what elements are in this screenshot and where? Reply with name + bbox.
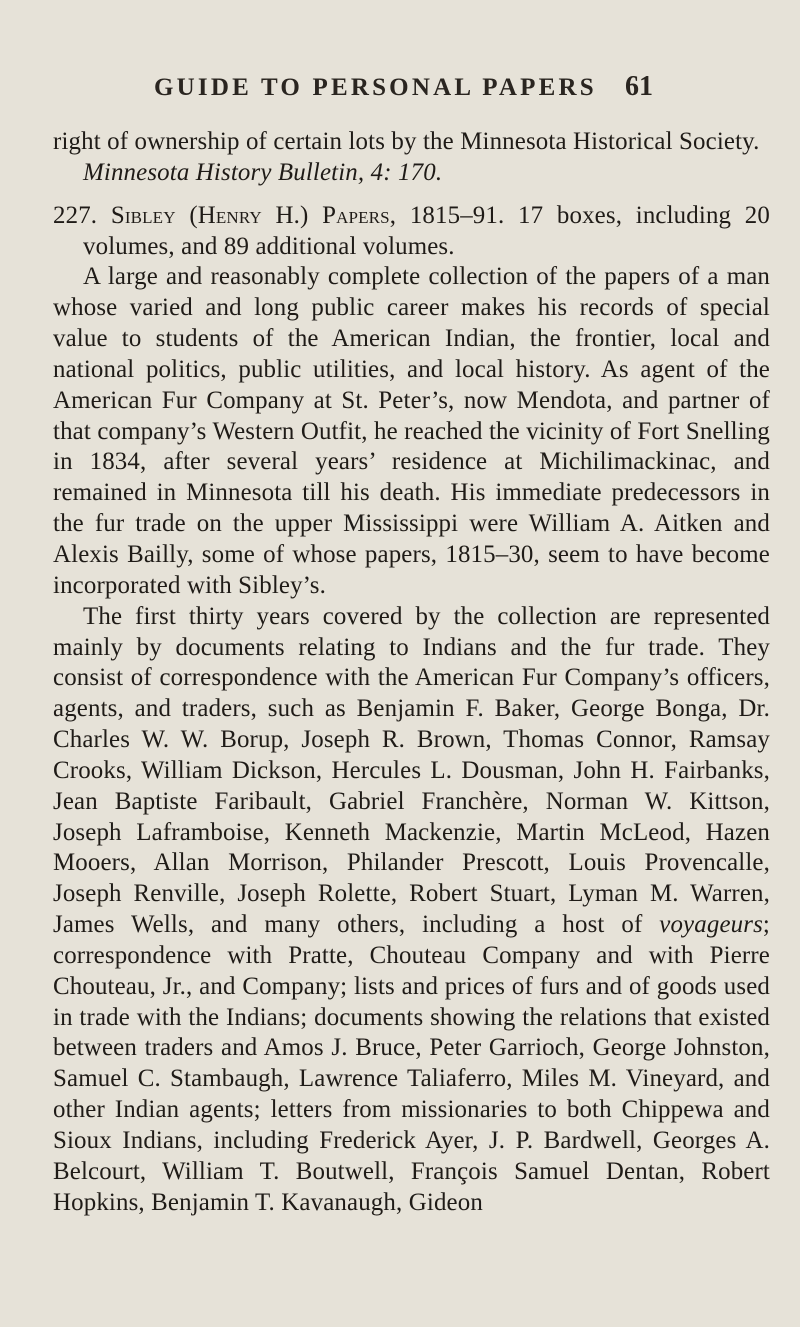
paragraph-2-italic-term: voyageurs — [659, 911, 763, 939]
paragraph-2 — [53, 602, 770, 1219]
page-number: 61 — [625, 71, 653, 102]
paragraph-2-part-a: The first thirty years covered by the collection are represented mainly by documents relating to Indians and the fur trade. They consist of correspondence with the American Fur Company’s officers, agents, and traders, such as Benjamin F. Baker, George Bonga, Dr. Charles W. W. Borup, Joseph R. Brown, Thomas Connor, Ramsay Crooks, William Dickson, Hercules L. Dousman, John H. Fairbanks, Jean Baptiste Faribault, Gabriel Franchère, Norman W. Kittson, Joseph Laframboise, Kenneth Mackenzie, Martin McLeod, Hazen Mooers, Allan Morrison, Philander Prescott, Louis Provencalle, Joseph Renville, Joseph Rolette, Robert Stuart, Lyman M. Warren, James Wells, and many others, including a host of — [53, 602, 770, 939]
entry-name: Sibley (Henry H.) Papers — [110, 201, 390, 229]
lead-citation: Minnesota History Bulletin, 4: 170. — [83, 158, 443, 186]
lead-paragraph: right of ownership of certain lots by the Minnesota Historical Society. — [53, 128, 760, 155]
body-text — [53, 127, 770, 1219]
entry-heading — [53, 201, 770, 263]
entry-number: 227. — [53, 201, 98, 229]
paragraph-2-part-b: ; correspondence with Pratte, Chouteau Company and with Pierre Chouteau, Jr., and Company; lists and prices of furs and of goods used in trade with the Indians; documents showing the relations that existed between traders and Amos J. Bruce, Peter Garrioch, George Johnston, Samuel C. Stambaugh, Lawrence Taliaferro, Miles M. Vineyard, and other Indian agents; letters from missionaries to both Chippewa and Sioux Indians, including Frederick Ayer, J. P. Bardwell, Georges A. Belcourt, William T. Boutwell, François Samuel Dentan, Robert Hopkins, Benjamin T. Kavanaugh, Gideon — [53, 911, 770, 1216]
running-header: GUIDE TO PERSONAL PAPERS — [154, 74, 597, 101]
entry-description: , 1815–91. 17 boxes, including 20 volumes, and 89 additional volumes. — [83, 201, 770, 260]
paragraph-1: A large and reasonably complete collection of the papers of a man whose varied and long public career makes his records of special value to students of the American Indian, the frontier, local and national politics, public utilities, and local history. As agent of the American Fur Company at St. Peter’s, now Mendota, and partner of that company’s Western Outfit, he reached the vicinity of Fort Snelling in 1834, after several years’ residence at Michilimackinac, and remained in Minnesota till his death. His immediate predecessors in the fur trade on the upper Mississippi were William A. Aitken and Alexis Bailly, some of whose papers, 1815–30, seem to have become incorporated with Sibley’s. — [53, 263, 770, 599]
